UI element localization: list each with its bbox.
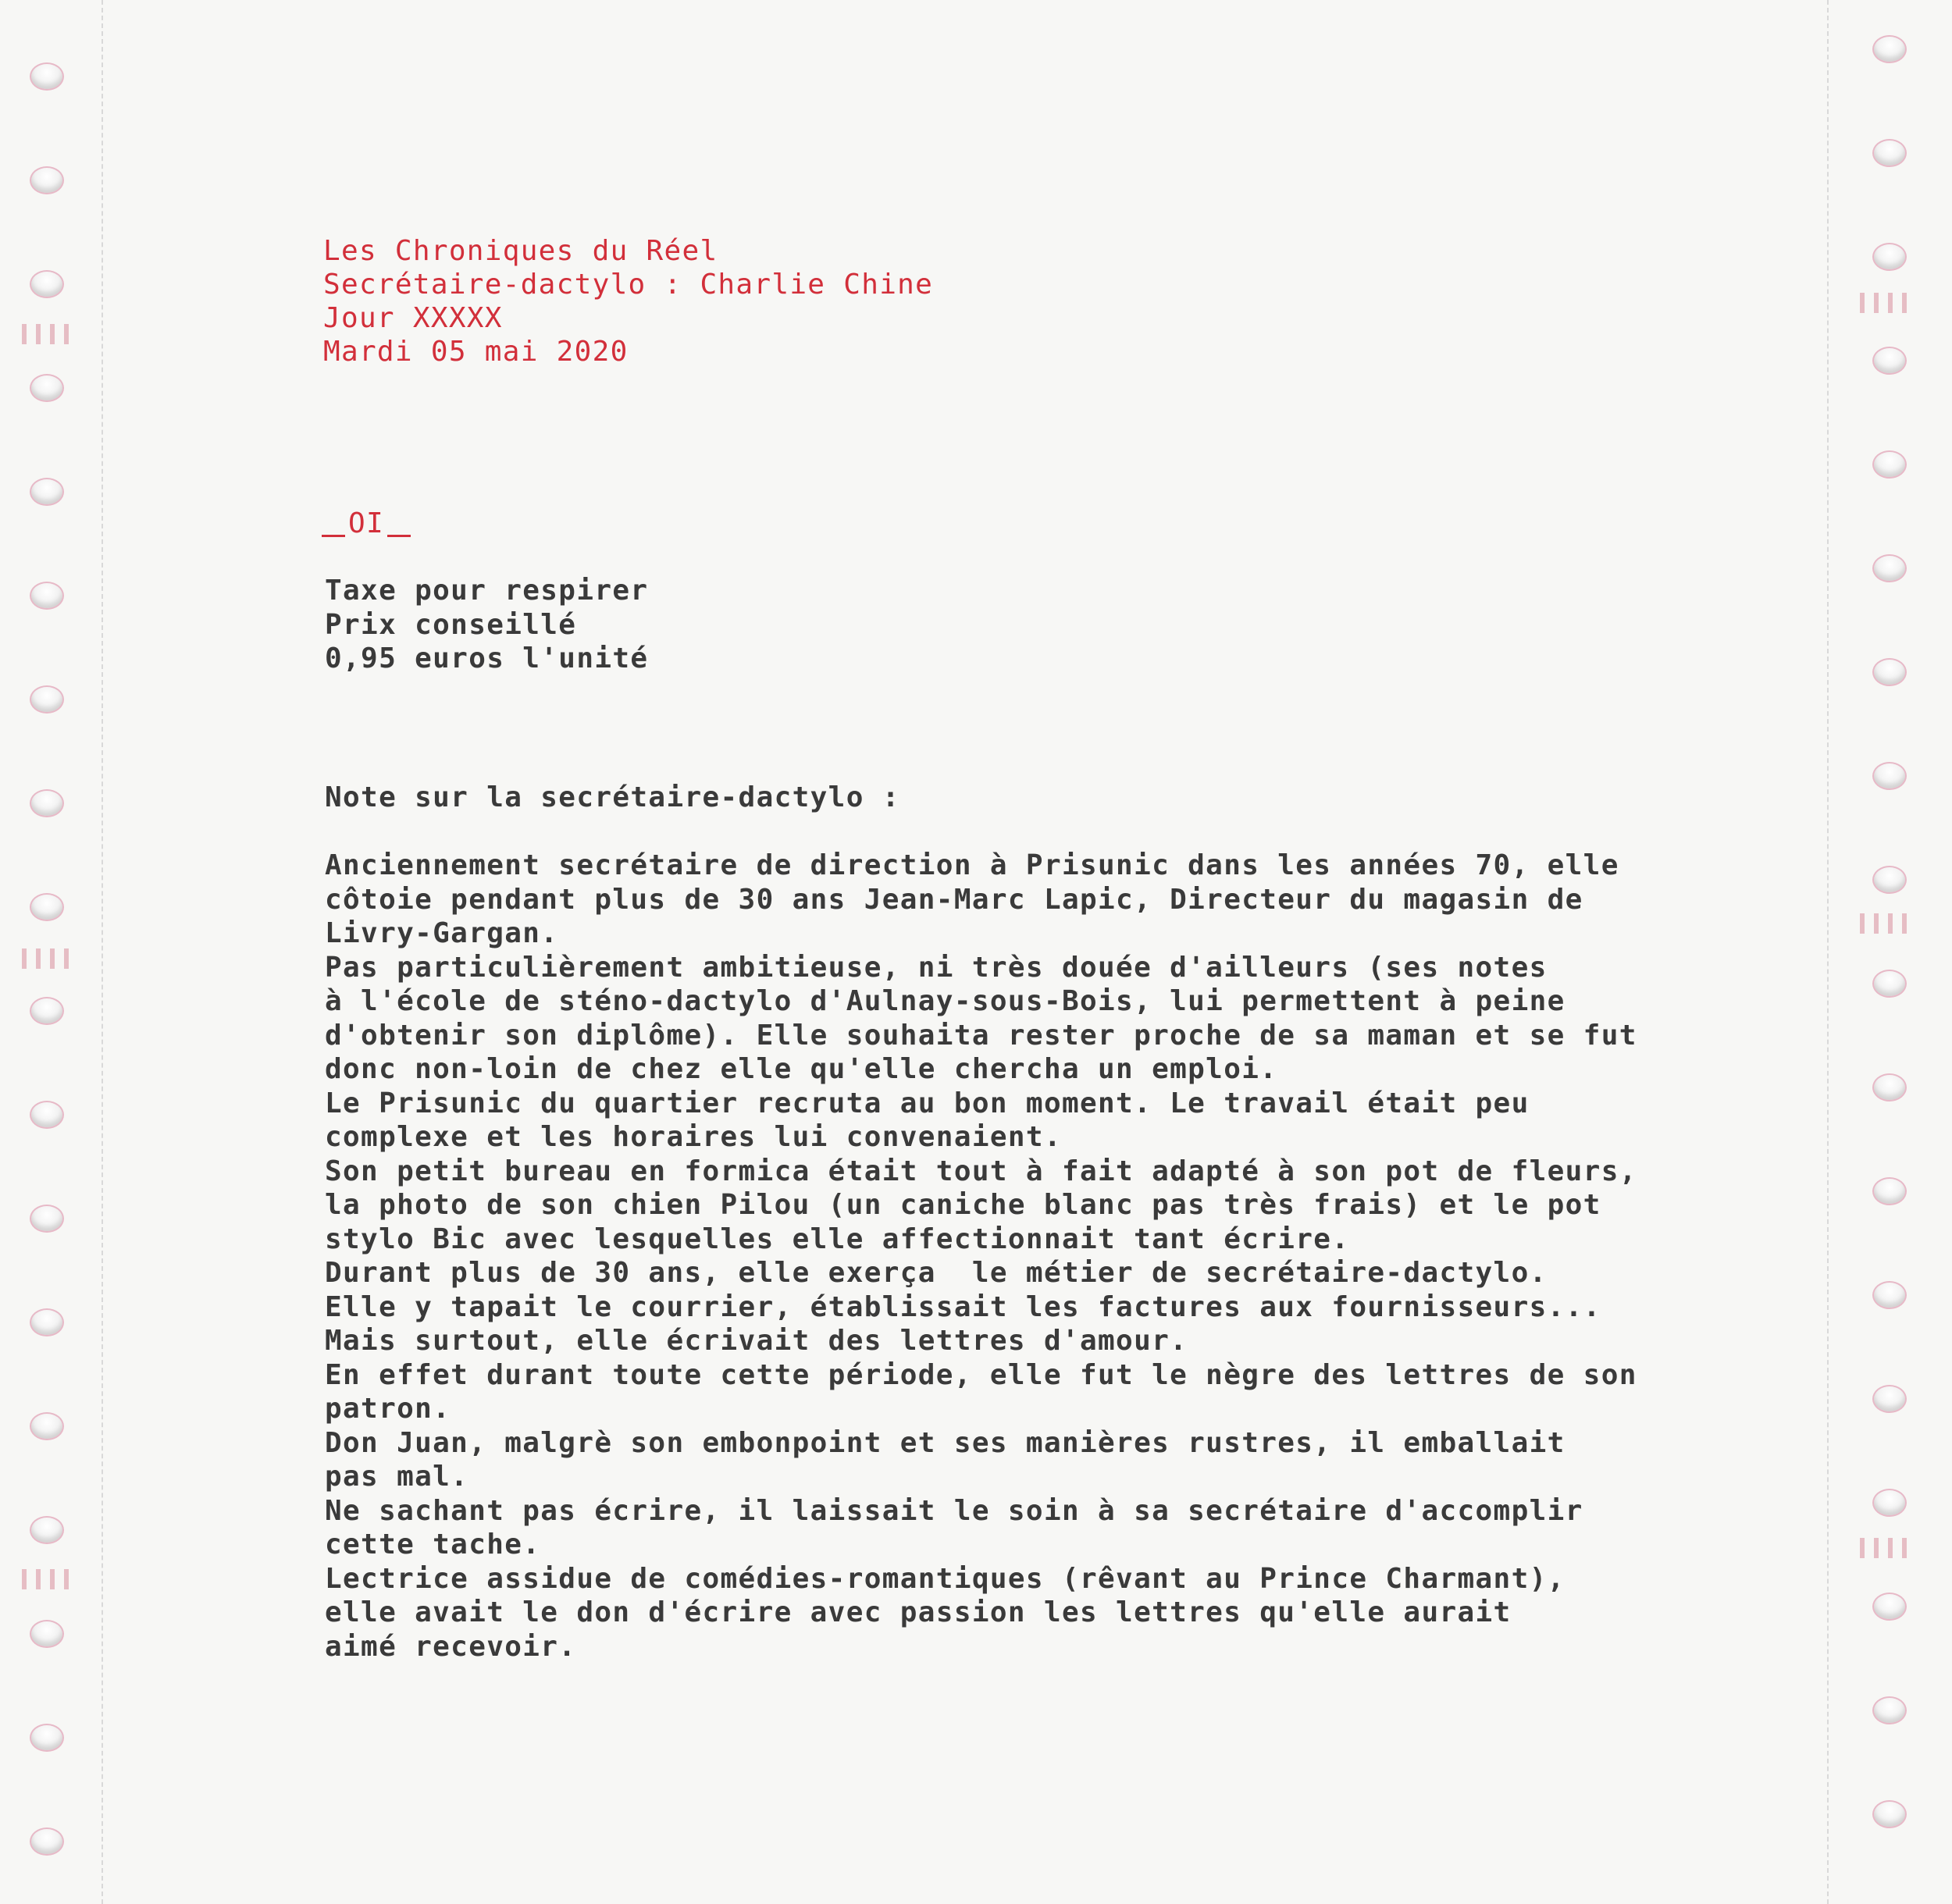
tractor-hole [30, 893, 64, 921]
tax-line: Taxe pour respirer [325, 575, 649, 607]
series-title: Les Chroniques du Réel [323, 235, 718, 267]
tractor-hole [1872, 1696, 1907, 1724]
section-code-text: OI [348, 507, 384, 539]
paragraph-line: pas mal. [325, 1461, 469, 1493]
tractor-hole [1872, 1593, 1907, 1621]
paragraph-line: Pas particulièrement ambitieuse, ni très douée d'ailleurs (ses notes [325, 951, 1548, 984]
paragraph-line: Livry-Gargan. [325, 917, 559, 949]
paragraph-line: Son petit bureau en formica était tout à fait adapté à son pot de fleurs, [325, 1155, 1637, 1187]
tractor-hole [1872, 1177, 1907, 1205]
tractor-hole [30, 685, 64, 714]
paragraph-line: Don Juan, malgrè son embonpoint et ses manières rustres, il emballait [325, 1426, 1566, 1459]
tractor-hole [30, 1516, 64, 1544]
tractor-hole [1872, 866, 1907, 894]
tractor-hole [30, 1620, 64, 1648]
paragraph-line: Anciennement secrétaire de direction à Prisunic dans les années 70, elle [325, 849, 1619, 881]
tractor-hole [1872, 970, 1907, 998]
paragraph-line: à l'école de sténo-dactylo d'Aulnay-sous-Bois, lui permettent à peine [325, 985, 1566, 1017]
note-title: Note sur la secrétaire-dactylo : [325, 781, 900, 813]
tax-block [325, 574, 648, 676]
left-perforation-line [102, 0, 103, 1904]
tractor-hole [30, 1101, 64, 1129]
tractor-hole [30, 166, 64, 194]
paragraph-line: Ne sachant pas écrire, il laissait le soin à sa secrétaire d'accomplir [325, 1494, 1583, 1527]
paragraph-line: aimé recevoir. [325, 1630, 577, 1663]
tractor-hole [1872, 139, 1907, 167]
tractor-hole [1872, 1281, 1907, 1309]
tractor-hole [30, 270, 64, 298]
tractor-hole [1872, 1073, 1907, 1101]
tractor-hole [30, 1205, 64, 1233]
tractor-hole [30, 1827, 64, 1856]
date-line: Mardi 05 mai 2020 [323, 336, 629, 368]
perforation-tick-mark [22, 1569, 78, 1589]
paragraph-line: En effet durant toute cette période, elle fut le nègre des lettres de son [325, 1358, 1637, 1391]
tractor-hole [1872, 243, 1907, 271]
tractor-hole [1872, 35, 1907, 63]
tractor-hole [30, 478, 64, 506]
paragraph-line: d'obtenir son diplôme). Elle souhaita rester proche de sa maman et se fut [325, 1019, 1637, 1052]
underline-left [322, 535, 345, 537]
perforation-tick-mark [22, 948, 78, 969]
underline-right [387, 535, 411, 537]
paragraph-line: la photo de son chien Pilou (un caniche blanc pas très frais) et le pot [325, 1189, 1601, 1221]
paragraph-line: Lectrice assidue de comédies-romantiques (rêvant au Prince Charmant), [325, 1562, 1566, 1595]
paragraph-line: Elle y tapait le courrier, établissait les factures aux fournisseurs... [325, 1290, 1601, 1323]
tractor-hole [30, 582, 64, 610]
perforation-tick-mark [1860, 913, 1916, 934]
paragraph-line: Le Prisunic du quartier recruta au bon moment. Le travail était peu [325, 1087, 1530, 1119]
tractor-hole [30, 789, 64, 817]
paragraph-line: donc non-loin de chez elle qu'elle chercha un emploi. [325, 1053, 1278, 1085]
header-block [323, 234, 933, 368]
tractor-hole [1872, 450, 1907, 479]
paragraph-line: elle avait le don d'écrire avec passion les lettres qu'elle aurait [325, 1596, 1512, 1628]
perforation-tick-mark [22, 324, 78, 344]
tractor-hole [30, 374, 64, 402]
paragraph-line: Durant plus de 30 ans, elle exerça le métier de secrétaire-dactylo. [325, 1257, 1548, 1289]
author-line: Secrétaire-dactylo : Charlie Chine [323, 269, 934, 301]
tractor-hole [1872, 762, 1907, 790]
paragraph-line: stylo Bic avec lesquelles elle affectionnait tant écrire. [325, 1222, 1350, 1255]
tractor-hole [30, 1308, 64, 1336]
tractor-hole [1872, 554, 1907, 582]
tractor-hole [1872, 347, 1907, 375]
tractor-hole [30, 62, 64, 91]
tax-line: 0,95 euros l'unité [325, 642, 649, 674]
tractor-hole [1872, 1800, 1907, 1828]
section-code [319, 507, 414, 539]
right-perforation-line [1827, 0, 1829, 1904]
tractor-hole [30, 997, 64, 1025]
tractor-hole [1872, 1385, 1907, 1413]
note-paragraph [325, 849, 1637, 1664]
paragraph-line: cette tache. [325, 1529, 541, 1561]
day-line: Jour XXXXX [323, 302, 503, 334]
tractor-hole [1872, 1489, 1907, 1517]
perforation-tick-mark [1860, 293, 1916, 313]
paragraph-line: Mais surtout, elle écrivait des lettres d'amour. [325, 1325, 1188, 1357]
tractor-hole [1872, 658, 1907, 686]
tax-line: Prix conseillé [325, 608, 577, 641]
paragraph-line: côtoie pendant plus de 30 ans Jean-Marc Lapic, Directeur du magasin de [325, 883, 1583, 916]
paragraph-line: complexe et les horaires lui convenaient. [325, 1121, 1062, 1153]
paragraph-line: patron. [325, 1393, 451, 1425]
tractor-hole [30, 1412, 64, 1440]
tractor-hole [30, 1724, 64, 1752]
perforation-tick-mark [1860, 1538, 1916, 1558]
